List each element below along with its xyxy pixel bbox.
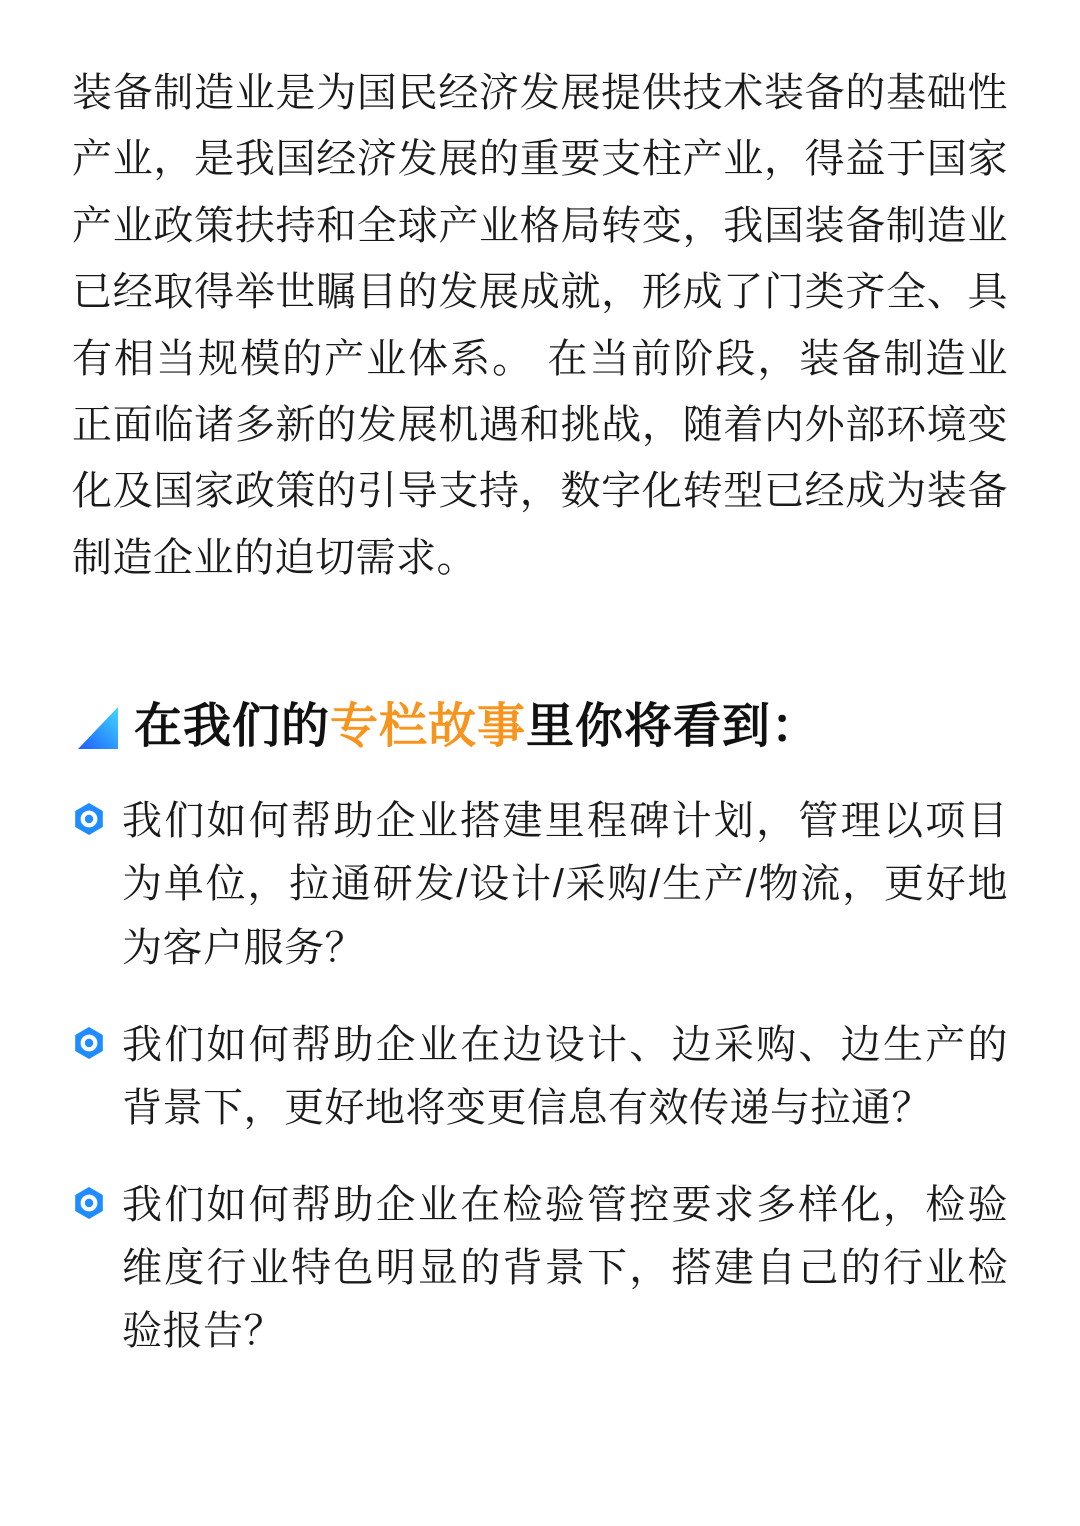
- list-item-text: 我们如何帮助企业在边设计、边采购、边生产的背景下，更好地将变更信息有效传递与拉通？: [122, 1022, 1008, 1130]
- intro-paragraph: 装备制造业是为国民经济发展提供技术装备的基础性产业，是我国经济发展的重要支柱产业，得益于国家产业政策扶持和全球产业格局转变，我国装备制造业已经取得举世瞩目的发展成就，形成了门类齐全、具有相当规模的产业体系。 在当前阶段，装备制造业正面临诸多新的发展机遇和挑战，随着内外部环境变化及国家政策的引导支持，数字化转型已经成为装备制造企业的迫切需求。: [72, 71, 1008, 580]
- heading-accent: 专栏故事: [330, 700, 527, 754]
- list-item-text: 我们如何帮助企业在检验管控要求多样化，检验维度行业特色明显的背景下，搭建自己的行业检验报告？: [122, 1183, 1008, 1354]
- bullet-list: [72, 790, 1008, 1364]
- heading-suffix: 里你将看到：: [526, 700, 821, 754]
- page-title: [134, 687, 820, 756]
- list-item-text: 我们如何帮助企业搭建里程碑计划，管理以项目为单位，拉通研发/设计/采购/生产/物流，更好地为客户服务？: [122, 799, 1008, 970]
- target-dot-icon: [72, 1186, 106, 1220]
- section-heading: [72, 687, 1008, 756]
- heading-prefix: 在我们的: [134, 700, 331, 754]
- list-item: [72, 1174, 1008, 1364]
- list-item: [72, 1014, 1008, 1140]
- list-item: [72, 790, 1008, 980]
- target-dot-icon: [72, 1026, 106, 1060]
- triangle-mark-icon: [72, 699, 126, 751]
- target-dot-icon: [72, 802, 106, 836]
